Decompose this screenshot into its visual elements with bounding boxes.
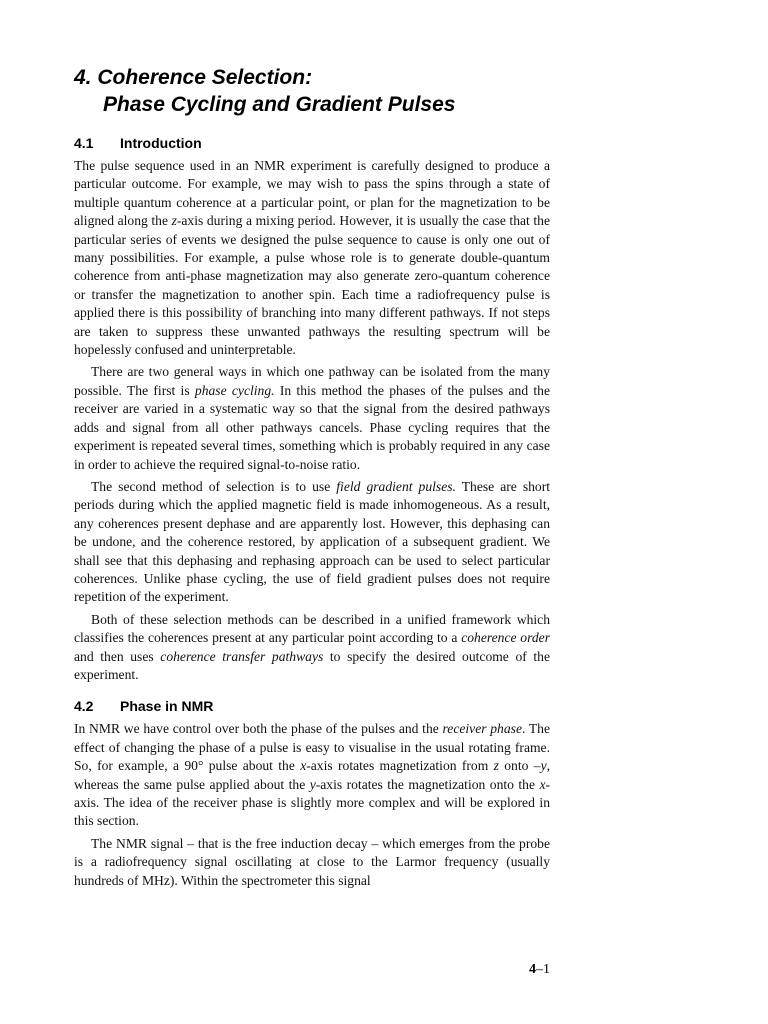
paragraph-intro-1: The pulse sequence used in an NMR experiment is carefully designed to produce a particular outcome. For example, we may wish to pass the spins through a state of multiple quantum coherence at a particular point, or plan for the magnetization to be aligned along the z-axis during a mixing period. However, it is usually the case that the particular series of events we designed the pulse sequence to cause is only one out of many possibilities. For example, a pulse whose role is to generate double-quantum coherence from anti-phase magnetization may also generate zero-quantum coherence or transfer the magnetization to another spin. Each time a radiofrequency pulse is applied there is this possibility of branching into many different pathways. If not steps are taken to suppress these unwanted pathways the resulting spectrum will be hopelessly confused and uninterpretable. [74, 158, 551, 358]
page-number [529, 962, 550, 978]
page-number-suffix: –1 [536, 962, 550, 977]
section-title: Phase in NMR [120, 698, 214, 715]
page-chapter-number: 4 [529, 962, 536, 977]
section-number: 4.1 [74, 135, 94, 151]
section-introduction [74, 134, 550, 684]
document-page [74, 64, 550, 894]
paragraph-intro-2: There are two general ways in which one pathway can be isolated from the many possible. The first is phase cycling. In this method the phases of the pulses and the receiver are varied in a systematic way so that the signal from the desired pathways adds and signal from all other pathways cancels. Phase cycling requires that the experiment is repeated several times, something which is probably required in any case in order to achieve the required signal-to-noise ratio. [74, 364, 550, 472]
section-heading-phase-in-nmr [74, 697, 550, 715]
chapter-title [74, 64, 550, 118]
section-phase-in-nmr [74, 697, 550, 890]
section-number: 4.2 [74, 698, 94, 715]
chapter-title-line2: Phase Cycling and Gradient Pulses [103, 93, 456, 116]
chapter-title-line1: 4. Coherence Selection: [74, 66, 313, 89]
paragraph-intro-3: The second method of selection is to use field gradient pulses. These are short periods during which the applied magnetic field is made inhomogeneous. As a result, any coherences present dephase and are apparently lost. However, this dephasing can be undone, and the coherence restored, by application of a subsequent gradient. We shall see that this dephasing and rephasing approach can be used to select particular coherences. Unlike phase cycling, the use of field gradient pulses does not require repetition of the experiment. [74, 478, 551, 605]
paragraph-phase-1: In NMR we have control over both the phase of the pulses and the receiver phase. The effect of changing the phase of a pulse is easy to visualise in the usual rotating frame. So, for example, a 90° pulse about the x-axis rotates magnetization from z onto –y, whereas the same pulse applied about the y-axis rotates the magnetization onto the x-axis. The idea of the receiver phase is slightly more complex and will be explored in this section. [74, 721, 551, 829]
section-heading-introduction [74, 134, 550, 152]
paragraph-phase-2: The NMR signal – that is the free induction decay – which emerges from the probe is a radiofrequency signal oscillating at close to the Larmor frequency (usually hundreds of MHz). Within the spectrometer this signal [74, 835, 550, 888]
paragraph-intro-4: Both of these selection methods can be described in a unified framework which classifies the coherences present at any particular point according to a coherence order and then uses coherence transfer pathways to specify the desired outcome of the experiment. [74, 611, 551, 682]
section-title: Introduction [120, 135, 202, 151]
